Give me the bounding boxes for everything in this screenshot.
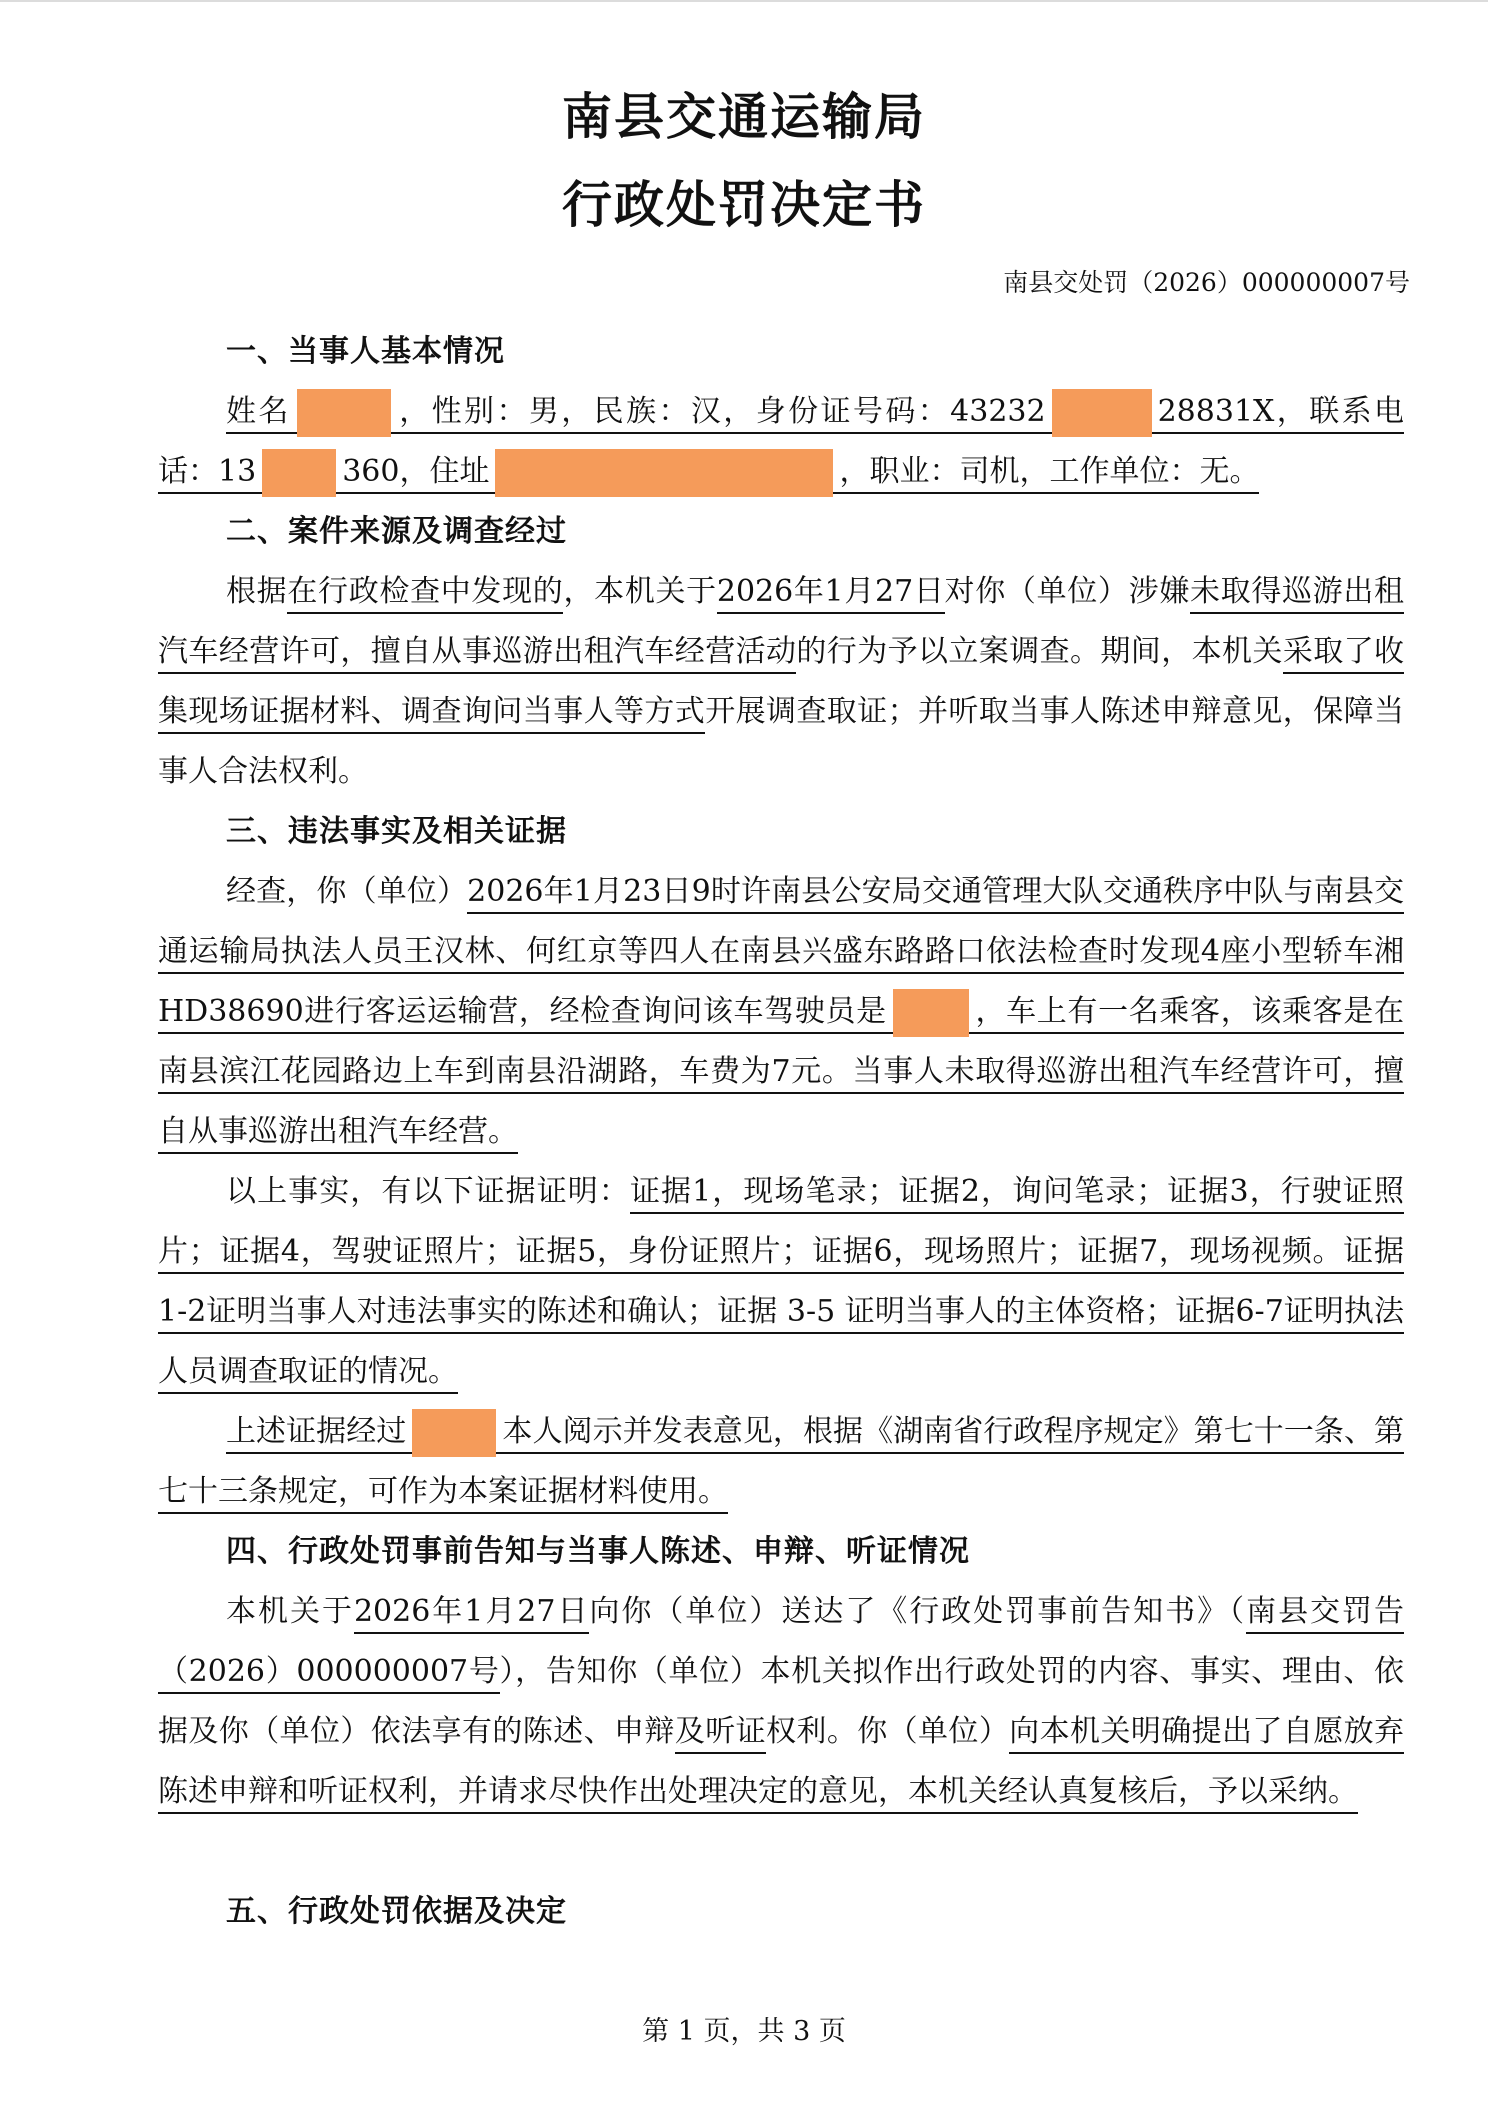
redaction-address [495, 449, 833, 497]
section-5-heading: 五、行政处罚依据及决定 [226, 1894, 567, 1929]
redaction-reviewer [412, 1409, 496, 1457]
filing-date: 2026年1月27日 [717, 574, 945, 614]
redaction-name [297, 389, 391, 437]
agency-title: 南县交通运输局 [562, 87, 926, 146]
facts-underlined: 2026年1月23日9时许南县公安局交通管理大队交通秩序中队与南县交通运输局执法人员王汉林、何红京等四人在南县兴盛东路路口依法检查时发现4座小型轿车湘HD38690进行客运运输营，经检查询问该车驾驶员是 ，车上有一名乘客，该乘客是在南县滨江花园路边上车到南县沿湖路，车费为7元。当事人未取得巡游出租汽车经营许可，擅自从事巡游出租汽车经营。 [158, 874, 1404, 1154]
evidence-list: 证据1，现场笔录；证据2，询问笔录；证据3，行驶证照片；证据4，驾驶证照片；证据5，身份证照片；证据6，现场照片；证据7，现场视频。证据 1-2证明当事人对违法事实的陈述和确认；证据 3-5 证明当事人的主体资格；证据6-7证明执法人员调查取证的情况。 [158, 1174, 1404, 1394]
notice-paragraph: 本机关于2026年1月27日向你（单位）送达了《行政处罚事前告知书》（南县交罚告（2026）000000007号），告知你（单位）本机关拟作出行政处罚的内容、事实、理由、依据及你（单位）依法享有的陈述、申辩及听证权利。你（单位）向本机关明确提出了自愿放弃陈述申辩和听证权利，并请求尽快作出处理决定的意见，本机关经认真复核后，予以采纳。 [158, 1582, 1404, 1822]
page-number: 第 1 页，共 3 页 [642, 2016, 846, 2047]
case-source-underlined: 在行政检查中发现的 [287, 574, 563, 614]
suspected-violation: 未取得巡游出租汽车经营许可，擅自从事巡游出租汽车经营活动 [158, 574, 1404, 674]
section-1-heading: 一、当事人基本情况 [226, 334, 505, 369]
redaction-id-number [1052, 389, 1152, 437]
facts-paragraph: 经查，你（单位）2026年1月23日9时许南县公安局交通管理大队交通秩序中队与南县交通运输局执法人员王汉林、何红京等四人在南县兴盛东路路口依法检查时发现4座小型轿车湘HD38690进行客运运输营，经检查询问该车驾驶员是 ，车上有一名乘客，该乘客是在南县滨江花园路边上车到南县沿湖路，车费为7元。当事人未取得巡游出租汽车经营许可，擅自从事巡游出租汽车经营。 [158, 862, 1404, 1162]
case-source-paragraph: 根据在行政检查中发现的，本机关于2026年1月27日对你（单位）涉嫌未取得巡游出租汽车经营许可，擅自从事巡游出租汽车经营活动的行为予以立案调查。期间，本机关采取了收集现场证据材料、调查询问当事人等方式开展调查取证；并听取当事人陈述申辩意见，保障当事人合法权利。 [158, 574, 1405, 789]
evidence-paragraph: 以上事实，有以下证据证明：证据1，现场笔录；证据2，询问笔录；证据3，行驶证照片；证据4，驾驶证照片；证据5，身份证照片；证据6，现场照片；证据7，现场视频。证据 1-2证明当事人对违法事实的陈述和确认；证据 3-5 证明当事人的主体资格；证据6-7证明执法人员调查取证的情况。 [158, 1162, 1404, 1402]
hearing-right: 及听证 [675, 1714, 766, 1754]
notice-date: 2026年1月27日 [354, 1594, 590, 1634]
section-2-heading: 二、案件来源及调查经过 [226, 514, 567, 549]
top-border [0, 0, 1488, 2]
evidence-review-paragraph [158, 1402, 1404, 1522]
document-number: 南县交处罚（2026）000000007号 [1003, 268, 1410, 297]
notice-document-number: 南县交罚告（2026）000000007号 [158, 1594, 1404, 1694]
section-3-heading: 三、违法事实及相关证据 [226, 814, 567, 849]
redaction-driver-name [893, 989, 969, 1037]
party-info-paragraph [158, 382, 1404, 502]
evidence-review-text: 上述证据经过 本人阅示并发表意见，根据《湖南省行政程序规定》第七十一条、第七十三条规定，可作为本案证据材料使用。 [158, 1414, 1404, 1514]
investigation-methods: 采取了收集现场证据材料、调查询问当事人等方式 [158, 634, 1404, 734]
party-statement: 向本机关明确提出了自愿放弃陈述申辩和听证权利，并请求尽快作出处理决定的意见，本机关经认真复核后，予以采纳。 [158, 1714, 1404, 1814]
section-4-heading: 四、行政处罚事前告知与当事人陈述、申辩、听证情况 [226, 1534, 970, 1569]
party-info-text: 姓名 ，性别：男，民族：汉，身份证号码：43232 28831X，联系电话：13 360，住址 ，职业：司机，工作单位：无。 [158, 394, 1404, 494]
redaction-phone [262, 449, 336, 497]
document-title: 行政处罚决定书 [562, 175, 926, 234]
